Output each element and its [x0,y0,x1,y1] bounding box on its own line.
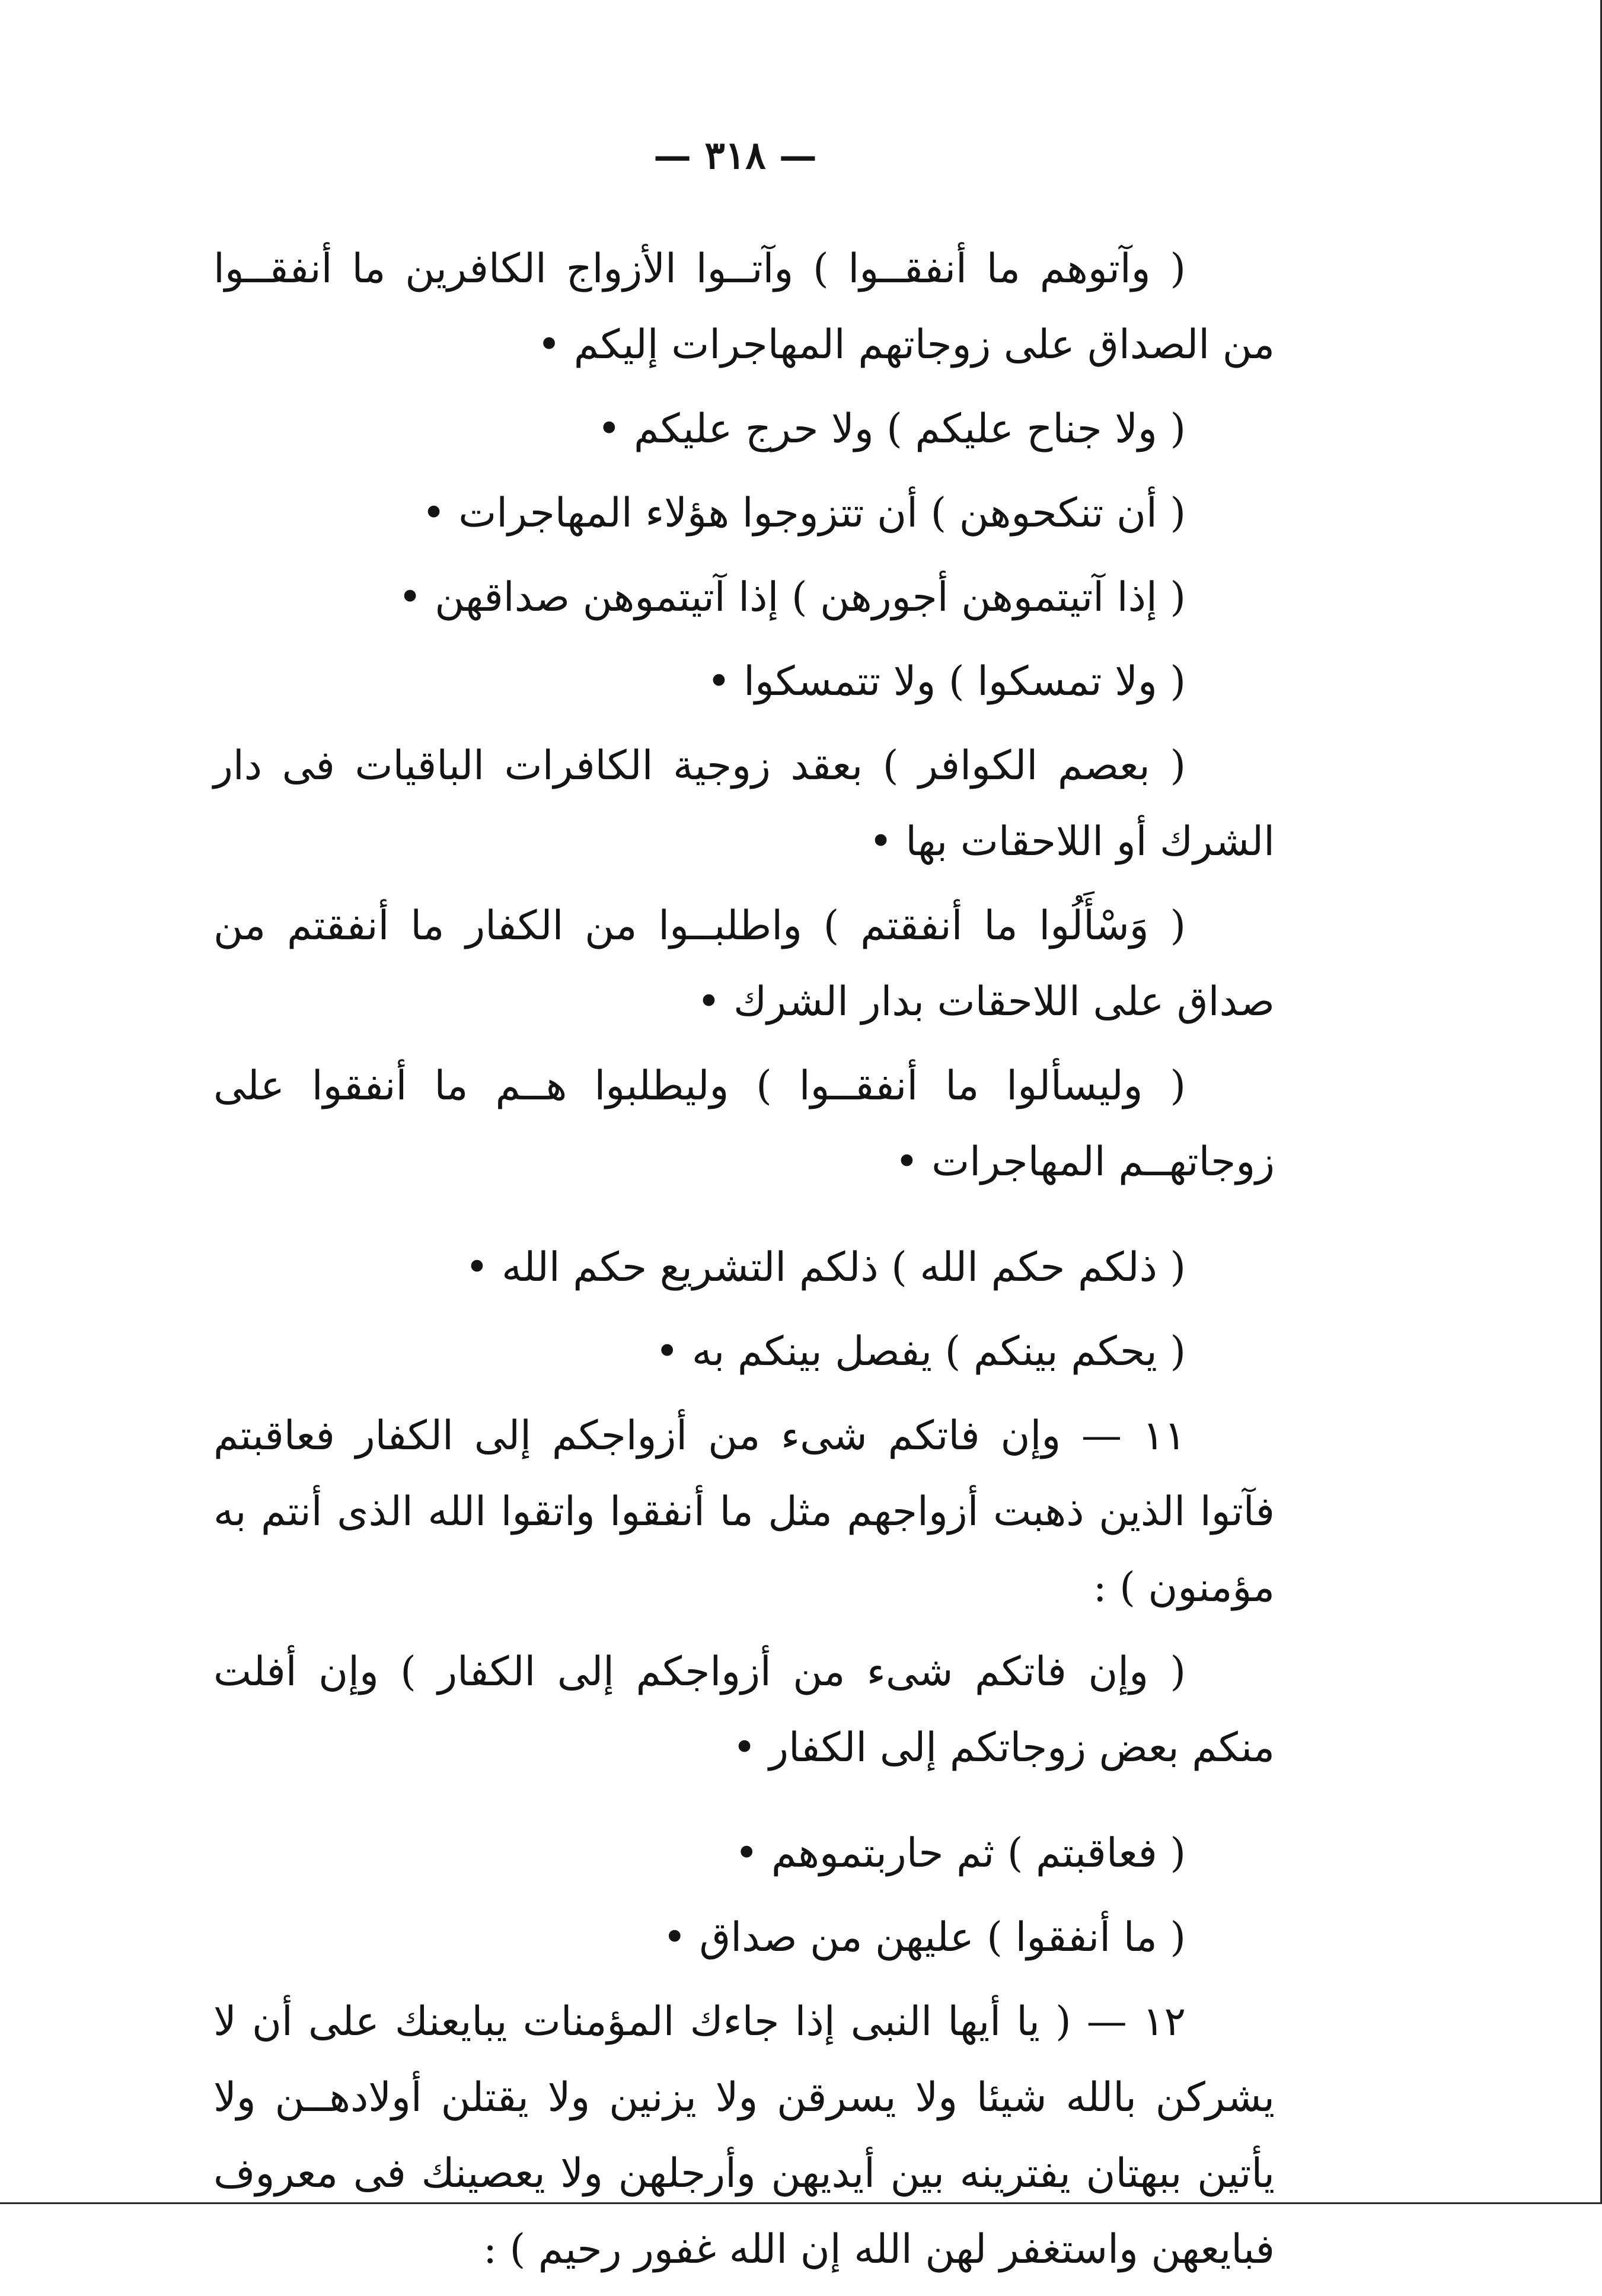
paragraph-14: ( ما أنفقوا ) عليهن من صداق • [662,1914,1186,1961]
paragraph-13: ( فعاقبتم ) ثم حاربتموهم • [735,1830,1186,1877]
page-number: — ٣١٨ — [653,133,817,178]
paragraph-4: ( إذا آتيتموهن أجورهن ) إذا آتيتموهن صداقهن • [398,574,1186,621]
body-text [213,231,1275,2296]
paragraph-12: ( وإن فاتكم شىء من أزواجكم إلى الكفار ) وإن أفلت منكم بعض زوجاتكم إلى الكفار • [213,1648,1275,1771]
paragraph-6: ( بعصم الكوافر ) بعقد زوجية الكافرات الباقيات فى دار الشرك أو اللاحقات بها • [213,742,1275,865]
paragraph-1: ( وآتوهم ما أنفقــوا ) وآتــوا الأزواج الكافرين ما أنفقــوا من الصداق على زوجاتهم المهاجرات إليكم • [213,245,1275,368]
paragraph-gap [213,1794,1275,1816]
paragraph-5: ( ولا تمسكوا ) ولا تتمسكوا • [707,658,1186,705]
paragraph-15: ١٢ — ( يا أيها النبى إذا جاءك المؤمنات يبايعنك على أن لا يشركن بالله شيئا ولا يسرقن ولا يزنين ولا يقتلن أولادهــن ولا يأتين ببهتان يفترينه بين أيديهن وأرجلهن ولا يعصينك فى معروف فبايعهن واستغفر لهن الله إن الله غفور رحيم ) : [213,1998,1275,2273]
paragraph-3: ( أن تنكحوهن ) أن تتزوجوا هؤلاء المهاجرات • [422,490,1186,537]
paragraph-11: ١١ — وإن فاتكم شىء من أزواجكم إلى الكفار فعاقبتم فآتوا الذين ذهبت أزواجهم مثل ما أنفقوا واتقوا الله الذى أنتم به مؤمنون ) : [213,1412,1275,1611]
paragraph-9: ( ذلكم حكم الله ) ذلكم التشريع حكم الله • [465,1244,1186,1291]
paragraph-gap [213,1208,1275,1230]
paragraph-8: ( وليسألوا ما أنفقــوا ) وليطلبوا هــم ما أنفقوا على زوجاتهــم المهاجرات • [213,1063,1275,1185]
paragraph-10: ( يحكم بينكم ) يفصل بينكم به • [655,1328,1186,1375]
paragraph-7: ( وَسْأَلُوا ما أنفقتم ) واطلبــوا من الكفار ما أنفقتم من صداق على اللاحقات بدار الشرك • [213,903,1275,1025]
paragraph-2: ( ولا جناح عليكم ) ولا حرج عليكم • [597,406,1186,452]
